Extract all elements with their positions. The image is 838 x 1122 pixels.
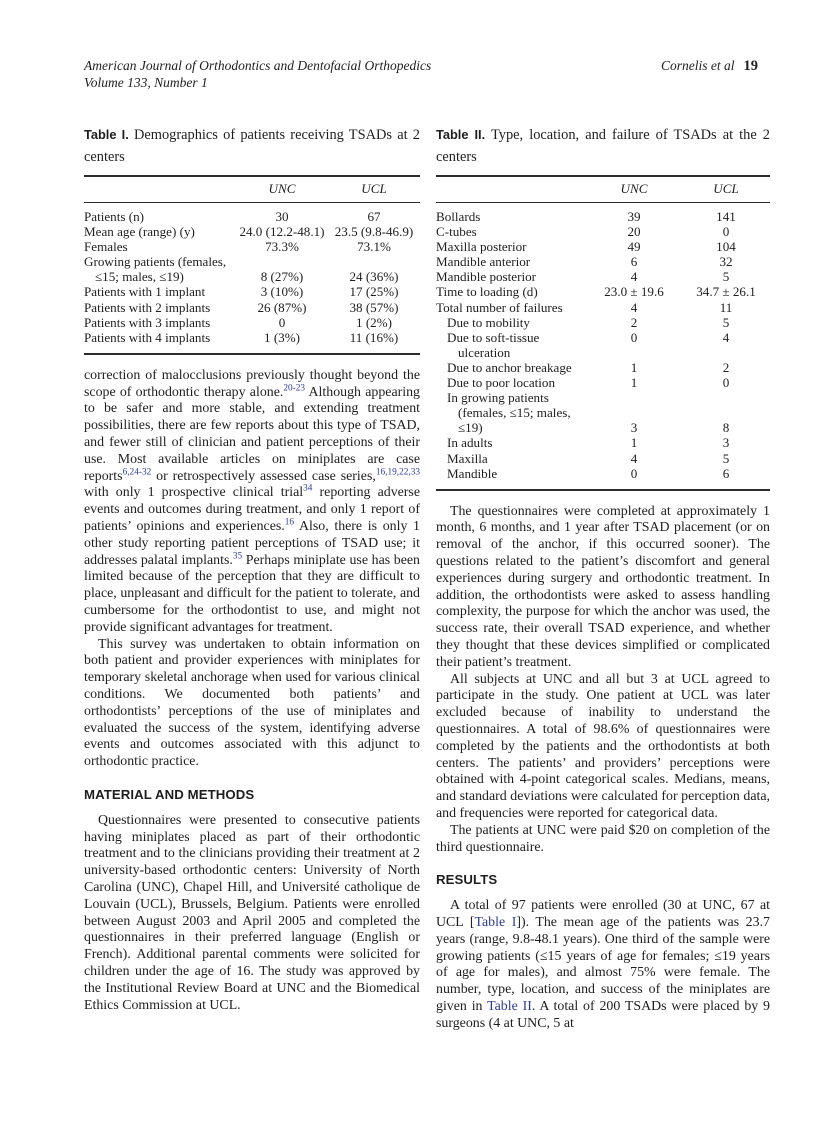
table-row (436, 300, 770, 315)
text-run: Perhaps miniplate use has been limited because of the perception that they are difficult to place, unpleasant and difficult for the patient to tolerate, and cumbersome for the orthodontist to use, and might not provide significant advantages for treatment. (84, 552, 421, 635)
ucl-value: 24 (36%) (349, 269, 399, 285)
table-row (436, 209, 770, 224)
unc-value: 4 (630, 269, 638, 285)
unc-value: 2 (630, 314, 638, 330)
unc-value: 4 (630, 450, 638, 466)
row-label: Due to anchor breakage (447, 359, 572, 375)
table1-body (84, 203, 420, 353)
unc-value: 0 (278, 314, 286, 330)
section-heading: RESULTS (436, 872, 498, 888)
reference-link[interactable]: 16,19,22,33 (375, 467, 420, 477)
ucl-value (682, 405, 770, 420)
unc-value: 8 (27%) (260, 269, 304, 285)
row-label: In adults (447, 435, 493, 451)
table1-label: Table I. (84, 127, 129, 142)
left-column (84, 124, 420, 1014)
unc-value: 30 (275, 209, 289, 224)
ucl-value: 8 (722, 420, 730, 436)
ucl-value (682, 390, 770, 405)
row-label: Mandible anterior (436, 254, 531, 270)
row-label: C-tubes (436, 224, 477, 240)
unc-value: 26 (87%) (257, 299, 307, 315)
ucl-value (682, 345, 770, 360)
row-label: ≤15; males, ≤19) (95, 269, 184, 285)
row-label: Maxilla (447, 450, 488, 466)
row-label: ulceration (458, 344, 511, 360)
text-run: Although appearing to be safer and more stable, and extending treatment possibilities, there are few reports about this type of TSAD, and fewer still of clinician and patient perceptions of their use. Most available articles on miniplates are case reports (84, 384, 420, 484)
table-row (84, 269, 420, 284)
ucl-value: 17 (25%) (349, 284, 399, 300)
ucl-value: 5 (722, 450, 730, 466)
unc-value: 1 (630, 435, 638, 451)
text-run: The questionnaires were completed at approximately 1 month, 6 months, and 1 year after TSAD placement (or on removal of the anchor, if this occurred sooner). The questions related to the patient’s discomfort and general experiences during surgery and orthodontic treatment. In addition, the orthodontists were asked to assess handling complexity, the purpose for which the anchor was used, the success rate, their overall TSAD experience, and whether they thought that these devices simplified or complicated their patient’s treatment. (436, 503, 770, 670)
ucl-value: 4 (722, 329, 730, 345)
table2-caption-text: Type, location, and failure of TSADs at the 2 centers (436, 127, 770, 165)
ucl-value: 11 (719, 299, 733, 315)
table1-col-header-ucl: UCL (361, 181, 387, 196)
row-label: Mandible (447, 465, 498, 481)
table-row (84, 284, 420, 299)
table-row (436, 360, 770, 375)
text-run: ]). The mean age of the patients was 23.7 years (range, 9.8-48.1 years). One third of the sample were growing patients (≤15 years of age for females; ≤19 years of age for males), and almost 75% were female. The number, type, location, and success of the miniplates are given in (436, 915, 770, 1014)
row-label: Maxilla posterior (436, 239, 527, 255)
text-run: A total of 97 patients were enrolled (30 at UNC, 67 at UCL [ (436, 898, 770, 931)
running-head (84, 57, 758, 91)
row-label: Patients with 3 implants (84, 314, 211, 330)
unc-value: 23.0 ± 19.6 (604, 284, 664, 300)
ucl-value: 11 (16%) (349, 329, 399, 345)
row-label: Patients with 2 implants (84, 299, 211, 315)
row-label: Patients with 4 implants (84, 329, 211, 345)
text-run: correction of malocclusions previously thought beyond the scope of orthodontic therapy alone. (84, 367, 420, 400)
unc-value: 3 (10%) (260, 284, 304, 300)
journal-title: American Journal of Orthodontics and Dentofacial Orthopedics (84, 58, 432, 73)
table-row (436, 239, 770, 254)
unc-value: 4 (630, 299, 638, 315)
journal-volume-number: Volume 133, Number 1 (84, 75, 208, 90)
table-row (84, 300, 420, 315)
paragraph (84, 368, 420, 637)
table-row (436, 420, 770, 435)
table1-header-spacer (84, 181, 234, 197)
text-run: . A total of 200 TSADs were placed by 9 surgeons (4 at UNC, 5 at (436, 999, 771, 1031)
table2-col-header-unc: UNC (620, 181, 648, 196)
unc-value: 24.0 (12.2-48.1) (239, 224, 325, 240)
table-link[interactable]: Table I (474, 915, 517, 931)
right-column (436, 124, 770, 1033)
table1-header-row (84, 177, 420, 203)
table-row (436, 405, 770, 420)
reference-link[interactable]: 6,24-32 (122, 467, 152, 477)
row-label: ≤19) (458, 420, 483, 436)
row-label: Patients with 1 implant (84, 284, 206, 300)
ucl-value: 34.7 ± 26.1 (696, 284, 756, 300)
reference-link[interactable]: 16 (284, 517, 295, 528)
table-row (84, 330, 420, 345)
paragraph (436, 504, 770, 672)
row-label: Time to loading (d) (436, 284, 538, 300)
running-head-right (661, 57, 758, 75)
table1-col-header-unc: UNC (268, 181, 296, 196)
paragraph (84, 813, 420, 1015)
running-head-left (84, 57, 431, 91)
table-row (84, 209, 420, 224)
page-number: 19 (743, 58, 758, 74)
row-label: Due to soft-tissue (447, 329, 540, 345)
ucl-value: 67 (367, 209, 381, 224)
right-column-text (436, 504, 770, 1033)
row-label: Patients (n) (84, 209, 145, 224)
text-run: Also, there is only 1 other study reporting patient perceptions of TSAD use; it addresses palatal implants. (84, 519, 421, 568)
paragraph (436, 898, 770, 1032)
ucl-value: 5 (722, 314, 730, 330)
text-run: The patients at UNC were paid $20 on completion of the third questionnaire. (436, 822, 770, 855)
unc-value: 6 (630, 254, 638, 270)
text-run: This survey was undertaken to obtain information on both patient and provider experiences with miniplates for temporary skeletal anchorage when used for various clinical conditions. We documented both patients’ and orthodontists’ perceptions of the use of miniplates and evaluated the success of the system, identifying adverse events and outcomes associated with this adjunct to orthodontic practice. (84, 636, 420, 770)
row-label: Due to mobility (447, 314, 530, 330)
unc-value: 20 (627, 224, 641, 240)
row-label: Mandible posterior (436, 269, 536, 285)
row-label: Growing patients (females, (84, 254, 227, 270)
table2-col-header-ucl: UCL (713, 181, 739, 196)
ucl-value: 23.5 (9.8-46.9) (334, 224, 414, 240)
row-label: Mean age (range) (y) (84, 224, 195, 240)
ucl-value: 38 (57%) (349, 299, 399, 315)
paragraph (84, 637, 420, 771)
table1 (84, 175, 420, 355)
table2-caption (436, 124, 770, 168)
ucl-value: 73.1% (357, 239, 391, 255)
table-row (436, 390, 770, 405)
unc-value: 1 (630, 359, 638, 375)
text-run: reporting adverse events and outcomes during treatment, and only 1 report of patients’ opinions and experiences. (84, 485, 421, 535)
table2-body (436, 203, 770, 489)
left-column-text (84, 368, 420, 1014)
ucl-value: 141 (716, 209, 736, 224)
paragraph (436, 823, 770, 857)
ucl-value: 1 (2%) (356, 314, 392, 330)
row-label: Total number of failures (436, 299, 563, 315)
unc-value: 1 (3%) (264, 329, 300, 345)
table-row (436, 375, 770, 390)
ucl-value: 104 (716, 239, 736, 255)
table2-header-spacer (436, 181, 586, 197)
row-label: In growing patients (447, 390, 549, 406)
unc-value (586, 345, 682, 360)
ucl-value: 6 (722, 465, 730, 481)
table-row (436, 269, 770, 284)
ucl-value: 2 (722, 359, 730, 375)
table-row (436, 254, 770, 269)
table-row (436, 315, 770, 330)
unc-value: 0 (630, 465, 638, 481)
ucl-value: 5 (722, 269, 730, 285)
ucl-value: 3 (722, 435, 730, 451)
row-label: (females, ≤15; males, (458, 405, 571, 421)
table-row (436, 330, 770, 345)
table2-label: Table II. (436, 127, 486, 142)
text-run: with only 1 prospective clinical trial (84, 485, 304, 501)
table-row (436, 345, 770, 360)
text-run: or retrospectively assessed case series, (151, 468, 376, 484)
unc-value: 0 (630, 329, 638, 345)
table2 (436, 175, 770, 491)
table-row (436, 466, 770, 481)
table-row (436, 451, 770, 466)
unc-value (586, 390, 682, 405)
unc-value: 39 (627, 209, 641, 224)
table-row (436, 284, 770, 299)
table1-caption-text: Demographics of patients receiving TSADs at 2 centers (84, 127, 420, 165)
ucl-value (330, 254, 418, 269)
unc-value (234, 254, 330, 269)
table-row (84, 254, 420, 269)
table1-caption (84, 124, 420, 168)
reference-link[interactable]: 35 (232, 550, 243, 561)
paragraph (436, 672, 770, 823)
table-row (436, 224, 770, 239)
unc-value: 73.3% (265, 239, 299, 255)
unc-value (586, 405, 682, 420)
table-row (436, 435, 770, 450)
unc-value: 49 (627, 239, 641, 255)
ucl-value: 0 (722, 375, 730, 391)
section-heading: MATERIAL AND METHODS (84, 786, 255, 802)
reference-link[interactable]: 34 (303, 483, 313, 494)
text-run: All subjects at UNC and all but 3 at UCL agreed to participate in the study. One patient at UCL was later excluded because of inability to understand the questionnaires. A total of 98.6% of questionnaires were completed by the patients and the orthodontists at both centers. The patients’ and providers’ perceptions were obtained with 4-point categorical scales. Medians, means, and standard deviations were calculated for perception data, and frequencies were reported for categorical data. (436, 671, 770, 822)
row-label: Due to poor location (447, 375, 555, 391)
unc-value: 1 (630, 375, 638, 391)
ucl-value: 0 (722, 224, 730, 240)
table-row (84, 239, 420, 254)
running-authors: Cornelis et al (661, 58, 735, 73)
row-label: Bollards (436, 209, 481, 224)
ucl-value: 32 (719, 254, 733, 270)
table-link[interactable]: Table II (487, 999, 532, 1014)
row-label: Females (84, 239, 128, 255)
table2-header-row (436, 177, 770, 203)
unc-value: 3 (630, 420, 638, 436)
table-row (84, 224, 420, 239)
text-run: Questionnaires were presented to consecutive patients having miniplates placed as part of their orthodontic treatment and to the clinicians providing their treatment at 2 university-based orthodontic centers: University of North Carolina (UNC), Chapel Hill, and Université catholique de Louvain (UCL), Brussels, Belgium. Patients were enrolled between August 2003 and April 2005 and completed the questionnaires in their preferred language (English or French). Additional parental comments were solicited for children under the age of 16. The study was approved by the Institutional Review Board at UNC and the Biomedical Ethics Commission at UCL. (84, 812, 420, 1013)
table-row (84, 315, 420, 330)
reference-link[interactable]: 20-23 (283, 383, 306, 394)
